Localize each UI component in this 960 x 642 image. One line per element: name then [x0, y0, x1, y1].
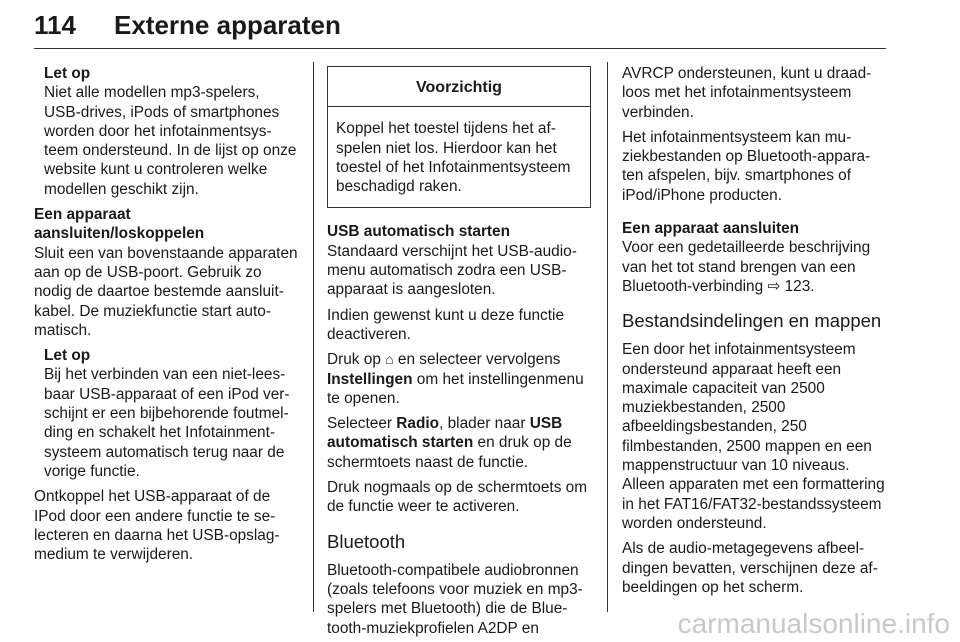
- note-label: Let op: [44, 65, 91, 82]
- caution-box: [327, 66, 591, 208]
- section-heading: Bluetooth: [327, 530, 406, 552]
- page-number: 114: [34, 10, 76, 40]
- paragraph: Sluit een van bovenstaande apparaten aan op de USB-poort. Gebruik zo nodig de daartoe bestemde aansluitkabel. De muziekfunctie start automatisch.: [34, 244, 298, 339]
- section-heading: Bestandsindelingen en mappen: [622, 310, 882, 332]
- paragraph: Indien gewenst kunt u deze functie deactiveren.: [327, 306, 565, 343]
- paragraph: Een door het infotainmentsysteem ondersteund apparaat heeft een maximale capaciteit van 2500 muziekbestanden, 2500 afbeeldingsbestanden, 250 filmbestanden, 2500 mappen en een mappenstructuur van 10 niveaus. Alleen apparaten met een formattering in het FAT16/FAT32-bestandssysteem worden ondersteund.: [622, 341, 885, 532]
- column-divider: [313, 62, 314, 612]
- column-3: [622, 64, 886, 597]
- subheading: USB automatisch starten: [327, 223, 511, 241]
- menu-term: USB automatisch starten: [327, 415, 563, 452]
- menu-term: Instellingen: [327, 370, 413, 388]
- caution-title: Voorzichtig: [328, 67, 590, 107]
- note-box: [44, 346, 300, 481]
- subheading: Een apparaat aansluiten/loskoppelen: [34, 206, 205, 243]
- subheading: Een apparaat aansluiten: [622, 220, 800, 238]
- note-text: Bij het verbinden van een niet-leesbaar USB-apparaat of een iPod verschijnt er een bijbehorende foutmelding en schakelt het Infotainmentsysteem automatisch terug naar de vorige functie.: [44, 366, 290, 480]
- paragraph: AVRCP ondersteunen, kunt u draadloos met het infotainmentsysteem verbinden.: [622, 65, 872, 121]
- page-header: [34, 2, 886, 49]
- caution-text: Koppel het toestel tijdens het afspelen niet los. Hierdoor kan het toestel of het Infotainmentsysteem beschadigd raken.: [336, 120, 571, 196]
- column-2: [327, 64, 591, 638]
- paragraph: Het infotainmentsysteem kan muziekbestanden op Bluetooth-apparaten afspelen, bijv. smartphones of iPod/iPhone producten.: [622, 128, 871, 204]
- paragraph: Standaard verschijnt het USB-audiomenu automatisch zodra een USB-apparaat is aangesloten.: [327, 242, 577, 299]
- paragraph: Druk op ⌂ en selecteer vervolgens Instellingen om het instellingenmenu te openen.: [327, 351, 584, 407]
- note-box: [44, 64, 300, 199]
- paragraph: Als de audio-metagegevens afbeeldingen bevatten, verschijnen deze afbeeldingen op het scherm.: [622, 540, 878, 596]
- paragraph: Ontkoppel het USB-apparaat of de IPod door een andere functie te selecteren en daarna het USB-opslagmedium te verwijderen.: [34, 488, 280, 564]
- paragraph: Druk nogmaals op de schermtoets om de functie weer te activeren.: [327, 479, 588, 516]
- paragraph: Voor een gedetailleerde beschrijving van het tot stand brengen van een Bluetooth-verbinding ⇨ 123.: [622, 239, 871, 295]
- note-label: Let op: [44, 347, 91, 365]
- home-icon: ⌂: [385, 351, 394, 368]
- column-1: [34, 64, 300, 564]
- menu-term: Radio: [396, 415, 440, 433]
- watermark: carmanualsonline.info: [677, 608, 950, 639]
- paragraph: Bluetooth-compatibele audiobronnen (zoals telefoons voor muziek en mp3-spelers met Bluetooth) die de Bluetooth-muziekprofielen A2DP en: [327, 561, 583, 637]
- note-text: Niet alle modellen mp3-spelers, USB-drives, iPods of smartphones worden door het infotainmentsysteem ondersteund. In de lijst op onze website kunt u controleren welke modellen geschikt zijn.: [44, 84, 297, 198]
- paragraph: Selecteer Radio, blader naar USB automatisch starten en druk op de schermtoets naast de functie.: [327, 415, 572, 471]
- column-divider: [607, 62, 608, 612]
- chapter-title: Externe apparaten: [114, 10, 341, 40]
